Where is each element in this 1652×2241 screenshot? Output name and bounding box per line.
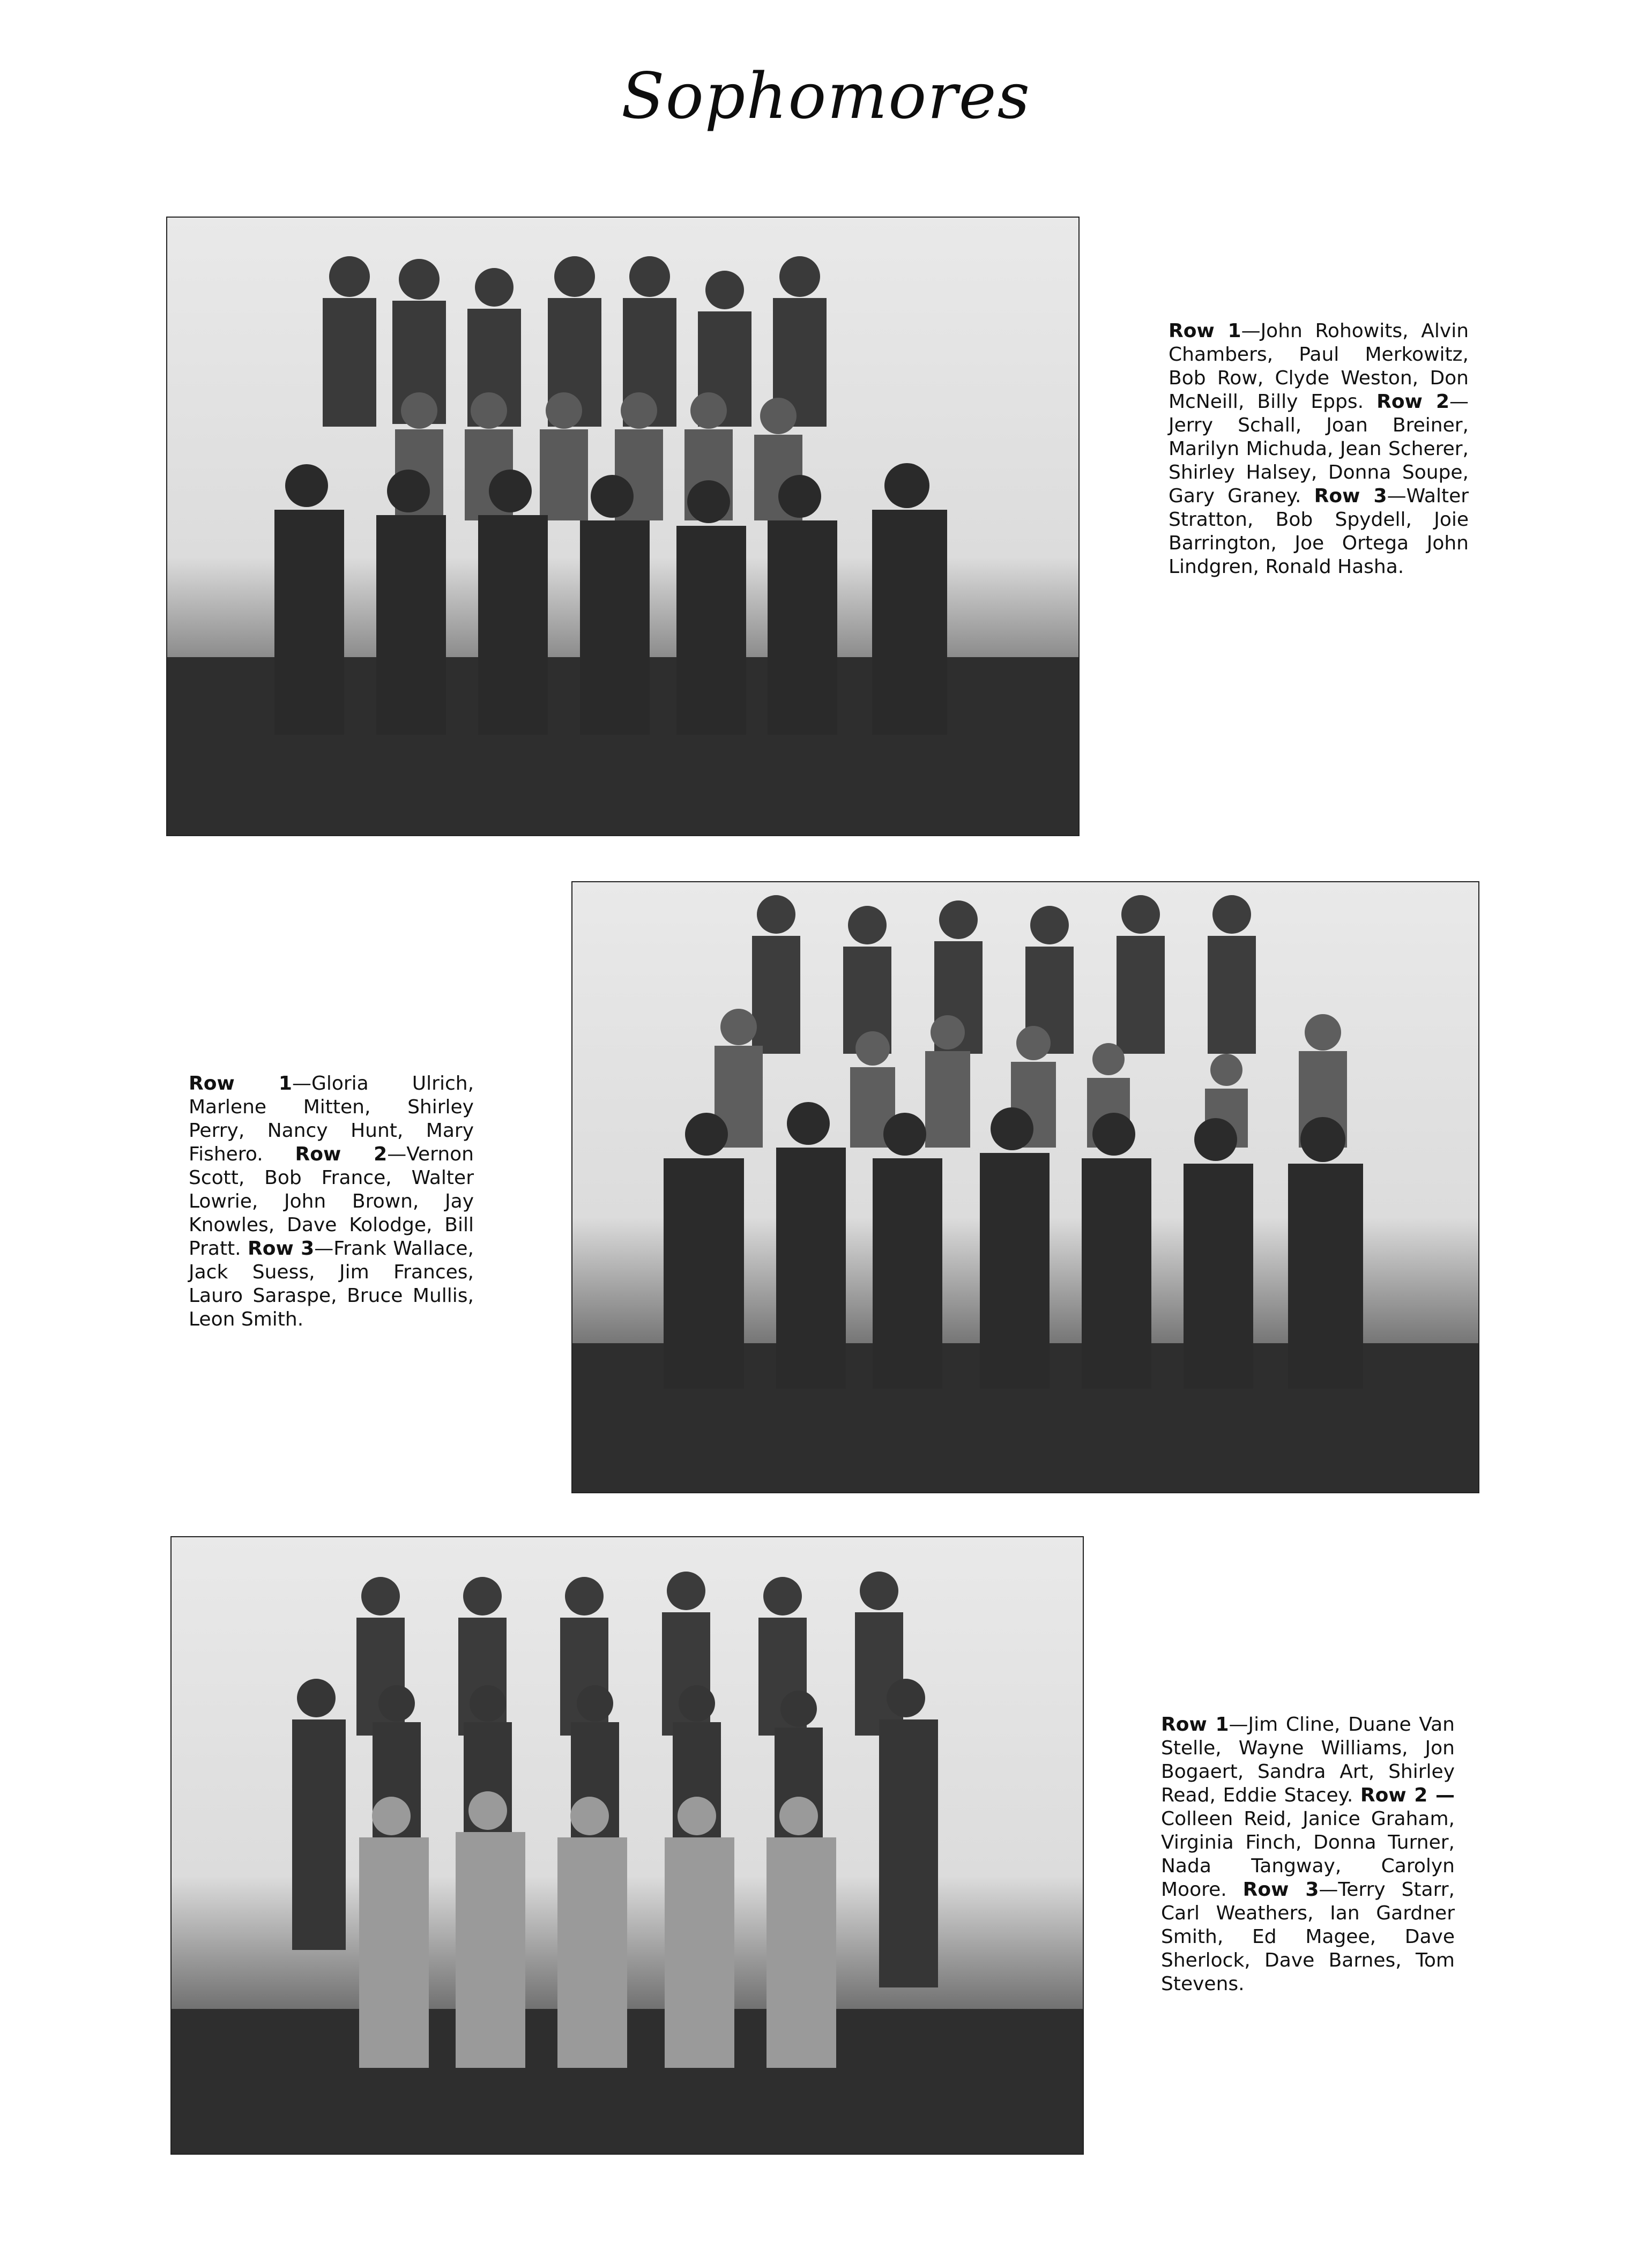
caption-3-row-3-names: Terry Starr, Carl Weathers, Ian Gardner Smith, Ed Magee, Dave Sherlock, Dave Barnes, Tom Stevens. bbox=[1161, 1879, 1455, 1995]
caption-2-row-2-names: Vernon Scott, Bob France, Walter Lowrie, John Brown, Jay Knowles, Dave Kolodge, Bill Pratt. bbox=[189, 1143, 474, 1260]
caption-3-row-2-names: Colleen Reid, Janice Graham, Virginia Finch, Donna Turner, Nada Tangway, Carolyn Moore. bbox=[1161, 1808, 1455, 1901]
caption-1-row-3-names: Walter Stratton, Bob Spydell, Joie Barrington, Joe Ortega John Lindgren, Ronald Hasha. bbox=[1169, 485, 1469, 578]
caption-2-row-1-label: Row 1 bbox=[189, 1073, 292, 1095]
caption-2-row-1-names: Gloria Ulrich, Marlene Mitten, Shirley Perry, Nancy Hunt, Mary Fishero. bbox=[189, 1073, 474, 1165]
caption-1-row-1-label: Row 1 bbox=[1169, 320, 1241, 342]
class-photo-3 bbox=[170, 1536, 1084, 2155]
caption-2-row-2-label: Row 2 bbox=[295, 1143, 388, 1165]
photo-3-caption: Row 1—Jim Cline, Duane Van Stelle, Wayne Williams, Jon Bogaert, Sandra Art, Shirley Read, Eddie Stacey. Row 2 — Colleen Reid, Janice Graham, Virginia Finch, Donna Turner, Nada Tangway, Carolyn Moore. Row 3—Terry Starr, Carl Weathers, Ian Gardner Smith, Ed Magee, Dave Sherlock, Dave Barnes, Tom Stevens. bbox=[1161, 1714, 1455, 1995]
caption-1-row-2-names: Jerry Schall, Joan Breiner, Marilyn Michuda, Jean Scherer, Shirley Halsey, Donna Soupe, Gary Graney. bbox=[1169, 414, 1469, 507]
class-photo-2 bbox=[571, 881, 1479, 1493]
class-photo-3-figures bbox=[172, 1537, 1083, 2154]
caption-2-row-3-label: Row 3 bbox=[248, 1238, 315, 1260]
caption-3-row-1-label: Row 1 bbox=[1161, 1714, 1229, 1736]
caption-1-row-3-label: Row 3 bbox=[1314, 485, 1387, 507]
class-photo-2-figures bbox=[572, 882, 1478, 1492]
caption-3-row-1-names: Jim Cline, Duane Van Stelle, Wayne Williams, Jon Bogaert, Sandra Art, Shirley Read, Eddie Stacey. bbox=[1161, 1714, 1455, 1806]
photo-2-caption: Row 1—Gloria Ulrich, Marlene Mitten, Shirley Perry, Nancy Hunt, Mary Fishero. Row 2—Vernon Scott, Bob France, Walter Lowrie, John Brown, Jay Knowles, Dave Kolodge, Bill Pratt. Row 3—Frank Wallace, Jack Suess, Jim Frances, Lauro Saraspe, Bruce Mullis, Leon Smith. bbox=[189, 1073, 474, 1330]
class-photo-1 bbox=[166, 217, 1080, 836]
caption-3-row-2-label: Row 2 — bbox=[1360, 1784, 1455, 1806]
caption-3-row-3-label: Row 3 bbox=[1242, 1879, 1319, 1901]
caption-1-row-1-names: John Rohowits, Alvin Chambers, Paul Merkowitz, Bob Row, Clyde Weston, Don McNeill, Billy Epps. bbox=[1169, 320, 1469, 413]
class-photo-1-figures bbox=[167, 218, 1078, 835]
photo-1-caption: Row 1—John Rohowits, Alvin Chambers, Paul Merkowitz, Bob Row, Clyde Weston, Don McNeill, Billy Epps. Row 2—Jerry Schall, Joan Breiner, Marilyn Michuda, Jean Scherer, Shirley Halsey, Donna Soupe, Gary Graney. Row 3—Walter Stratton, Bob Spydell, Joie Barrington, Joe Ortega John Lindgren, Ronald Hasha. bbox=[1169, 320, 1469, 578]
page-title: Sophomores bbox=[621, 59, 1031, 133]
caption-1-row-2-label: Row 2 bbox=[1376, 391, 1449, 413]
caption-2-row-3-names: Frank Wallace, Jack Suess, Jim Frances, Lauro Saraspe, Bruce Mullis, Leon Smith. bbox=[189, 1238, 474, 1330]
